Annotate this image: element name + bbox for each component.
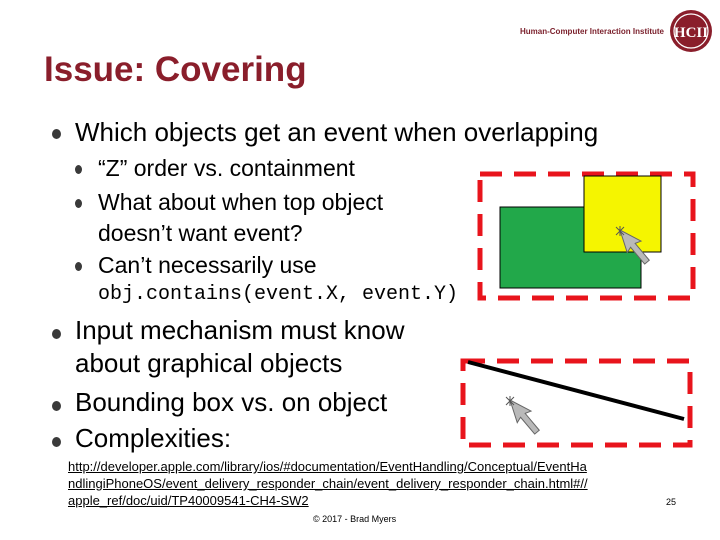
subbullet-text-continued: doesn’t want event? (98, 220, 303, 246)
institute-name: Human-Computer Interaction Institute (520, 27, 665, 36)
bullet-text: Complexities: (75, 423, 232, 453)
reference-link-line-3[interactable]: apple_ref/doc/uid/TP40009541-CH4-SW2 (68, 493, 309, 508)
bullet-text: Input mechanism must know (75, 315, 405, 345)
bullet-text: Bounding box vs. on object (75, 387, 388, 417)
bullet-text: Which objects get an event when overlapping (75, 117, 599, 147)
bullet-text-continued: about graphical objects (75, 348, 343, 378)
bounding-box-bottom (463, 361, 690, 445)
page-number: 25 (666, 497, 677, 507)
subbullet-text: “Z” order vs. containment (98, 155, 355, 181)
slide-title: Issue: Covering (44, 50, 307, 89)
reference-link-line-2[interactable]: ndlingiPhoneOS/event_delivery_responder_chain/event_delivery_responder_chain.html#// (68, 476, 588, 491)
yellow-rectangle (584, 176, 661, 252)
reference-link-line-1[interactable]: http://developer.apple.com/library/ios/#documentation/EventHandling/Conceptual/EventHa (68, 459, 587, 474)
code-snippet: obj.contains(event.X, event.Y) (98, 283, 459, 306)
copyright-footer: © 2017 - Brad Myers (313, 514, 397, 524)
logo-text: HCII (673, 25, 709, 41)
diagonal-line (468, 362, 684, 419)
subbullet-text: What about when top object (98, 189, 384, 215)
subbullet-text: Can’t necessarily use (98, 252, 317, 278)
